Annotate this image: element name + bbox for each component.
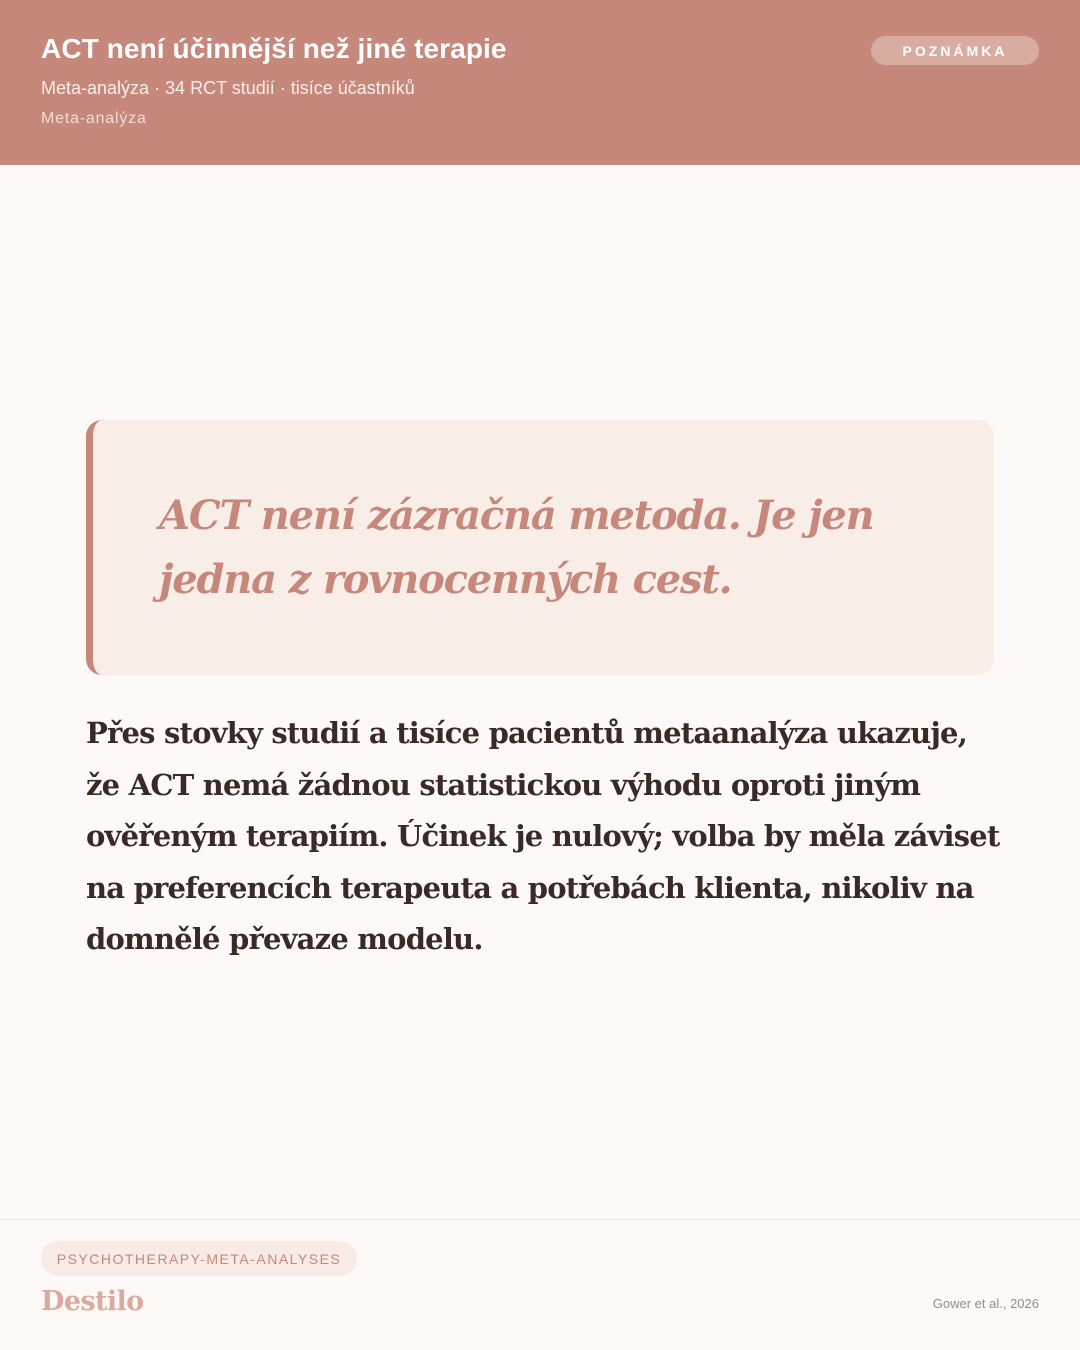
page-subtitle: Meta-analýza · 34 RCT studií · tisíce účastníků <box>41 78 415 98</box>
body-paragraph: Přes stovky studií a tisíce pacientů metaanalýza ukazuje, že ACT nemá žádnou statistickou výhodu oproti jiným ověřeným terapiím. Účinek je nulový; volba by měla záviset na preferencích terapeuta a potřebách klienta, nikoliv na domnělé převaze modelu. <box>86 716 1000 956</box>
brand-logo: Destilo <box>41 1286 144 1317</box>
note-badge: POZNÁMKA <box>871 36 1039 65</box>
footer-divider <box>0 1219 1080 1220</box>
header-banner <box>0 0 1080 165</box>
quote-callout <box>86 420 994 675</box>
page-title: ACT není účinnější než jiné terapie <box>41 33 507 64</box>
citation-text: Gower et al., 2026 <box>932 1296 1039 1311</box>
category-tag[interactable]: PSYCHOTHERAPY-META-ANALYSES <box>41 1241 357 1276</box>
quote-text: ACT není zázračná metoda. Je jen jedna z rovnocenných cest. <box>159 492 874 603</box>
type-tag: Meta-analýza <box>41 110 147 127</box>
